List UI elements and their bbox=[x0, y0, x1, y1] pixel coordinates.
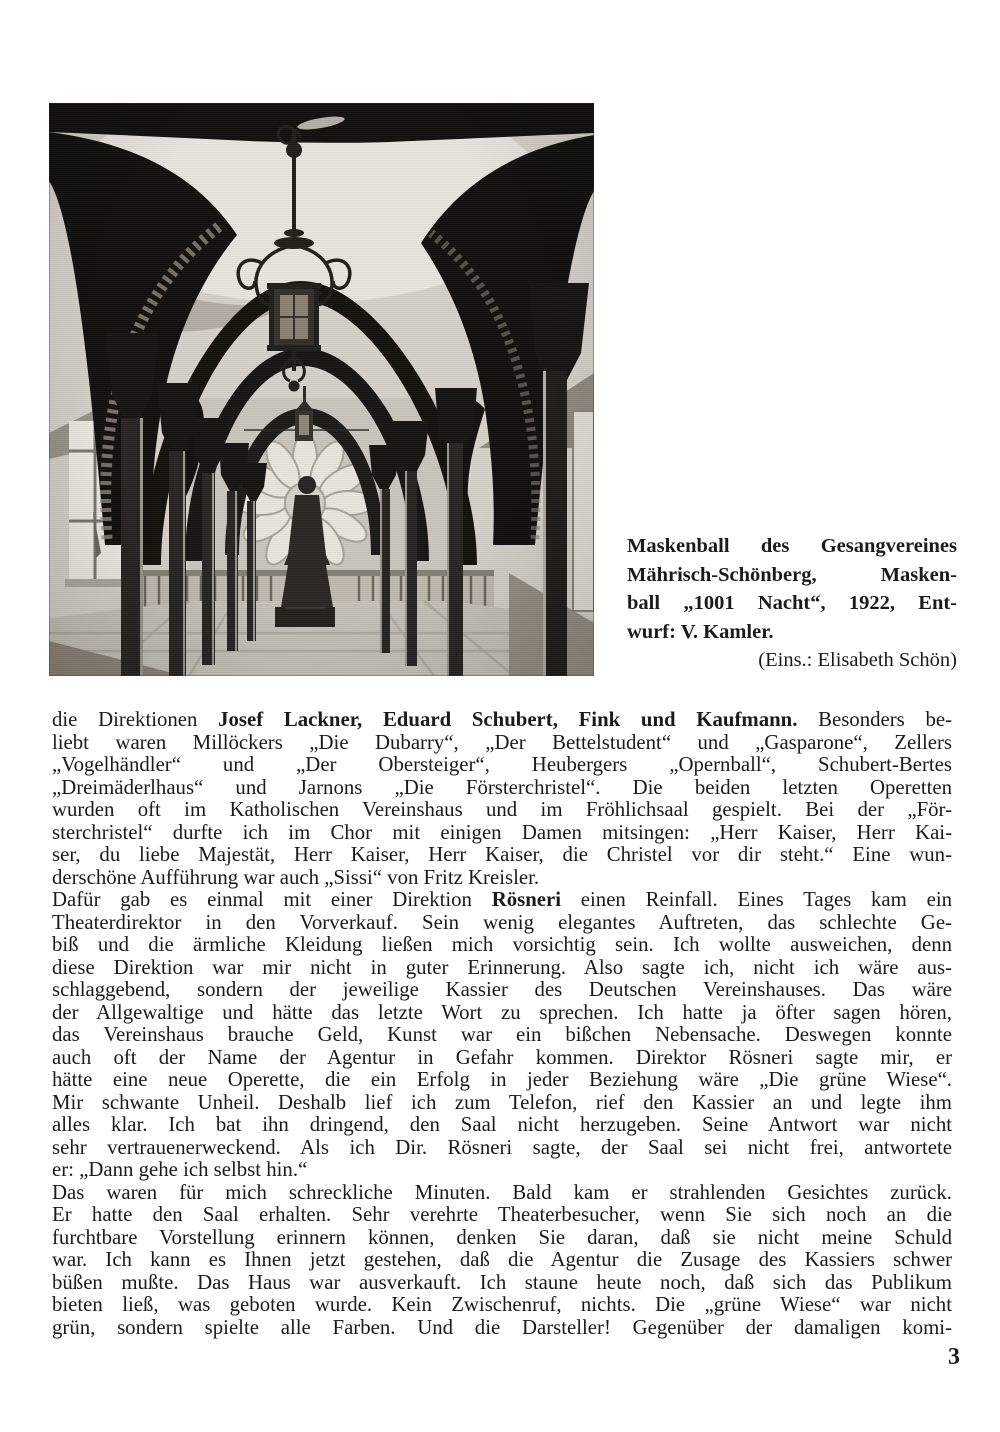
text-line: hätte eine neue Operette, die ein Erfolg in jeder Beziehung wäre „Die grüne Wiese“. bbox=[52, 1068, 952, 1091]
text-line: Er hatte den Saal erhalten. Sehr verehrte Theaterbesucher, wenn Sie sich noch an die bbox=[52, 1203, 952, 1226]
text-line: schlaggebend, sondern der jeweilige Kassier des Deutschen Vereinshauses. Das wäre bbox=[52, 978, 952, 1001]
paragraph bbox=[52, 1182, 952, 1340]
body-text bbox=[52, 709, 952, 1339]
text-line: ser, du liebe Majestät, Herr Kaiser, Herr Kaiser, die Christel vor dir steht.“ Eine wun- bbox=[52, 843, 952, 866]
text-line: Dafür gab es einmal mit einer Direktion Rösneri einen Reinfall. Eines Tages kam ein bbox=[52, 888, 953, 911]
text-line: bieten ließ, was geboten wurde. Kein Zwischenruf, nichts. Die „grüne Wiese“ war nicht bbox=[52, 1293, 952, 1316]
paragraph bbox=[52, 709, 952, 889]
text-line: Das waren für mich schreckliche Minuten. Bald kam er strahlenden Gesichtes zurück. bbox=[52, 1180, 952, 1204]
text-line: „Dreimäderlhaus“ und Jarnons „Die Försterchristel“. Die beiden letzten Operetten bbox=[52, 775, 952, 799]
page-number: 3 bbox=[948, 1344, 960, 1370]
text-line: der Allgewaltige und hätte das letzte Wort zu sprechen. Ich hatte ja öfter sagen hören, bbox=[52, 1000, 952, 1024]
text-line: war. Ich kann es Ihnen jetzt gestehen, daß die Agentur die Zusage des Kassiers schwer bbox=[52, 1248, 952, 1271]
text-line: liebt waren Millöckers „Die Dubarry“, „Der Bettelstudent“ und „Gasparone“, Zellers bbox=[52, 730, 952, 754]
text-line: die Direktionen Josef Lackner, Eduard Schubert, Fink und Kaufmann. Besonders be- bbox=[52, 708, 952, 731]
paragraph bbox=[52, 889, 952, 1182]
text-line: büßen mußte. Das Haus war ausverkauft. Ich staune heute noch, daß sich das Publikum bbox=[52, 1270, 952, 1294]
text-line: sterchristel“ durfte ich im Chor mit einigen Damen mitsingen: „Herr Kaiser, Herr Kai- bbox=[52, 820, 952, 844]
caption-credit: (Eins.: Elisabeth Schön) bbox=[758, 649, 957, 671]
text-line: wurden oft im Katholischen Vereinshaus und im Fröhlichsaal gespielt. Bei der „För- bbox=[52, 798, 952, 821]
text-line: alles klar. Ich bat ihn dringend, den Saal nicht herzugeben. Seine Antwort war nicht bbox=[52, 1113, 952, 1136]
text-line: sehr vertrauenerweckend. Als ich Dir. Rösneri sagte, der Saal sei nicht frei, antwortete bbox=[52, 1135, 952, 1159]
text-line: „Vogelhändler“ und „Der Obersteiger“, Heubergers „Opernball“, Schubert-Bertes bbox=[52, 753, 952, 776]
caption-line: Maskenball des Gesangvereines bbox=[627, 535, 957, 557]
photo-caption bbox=[627, 532, 957, 675]
text-line: biß und die ärmliche Kleidung ließen mich vorsichtig sein. Ich wollte ausweichen, denn bbox=[52, 933, 952, 956]
text-line: er: „Dann gehe ich selbst hin.“ bbox=[52, 1158, 308, 1181]
text-line: furchtbare Vorstellung erinnern können, denken Sie daran, daß sie nicht meine Schuld bbox=[52, 1225, 952, 1249]
caption-line: wurf: V. Kamler. bbox=[627, 620, 774, 643]
caption-line: Mährisch-Schönberg, Masken- bbox=[627, 563, 957, 586]
text-line: derschöne Aufführung war auch „Sissi“ von Fritz Kreisler. bbox=[52, 865, 540, 889]
ballroom-photo-illustration bbox=[49, 103, 594, 676]
caption-line: ball „1001 Nacht“, 1922, Ent- bbox=[627, 592, 957, 614]
text-line: Mir schwante Unheil. Deshalb lief ich zum Telefon, rief den Kassier an und legte ihm bbox=[52, 1090, 952, 1114]
text-line: grün, sondern spielte alle Farben. Und die Darsteller! Gegenüber der damaligen komi- bbox=[52, 1315, 952, 1339]
text-line: auch oft der Name der Agentur in Gefahr kommen. Direktor Rösneri sagte mir, er bbox=[52, 1045, 952, 1069]
text-line: das Vereinshaus brauche Geld, Kunst war ein bißchen Nebensache. Deswegen konnte bbox=[52, 1023, 952, 1046]
ballroom-photo bbox=[49, 103, 594, 676]
text-line: diese Direktion war mir nicht in guter Erinnerung. Also sagte ich, nicht ich wäre aus- bbox=[52, 955, 952, 979]
text-line: Theaterdirektor in den Vorverkauf. Sein wenig elegantes Auftreten, das schlechte Ge- bbox=[52, 910, 952, 934]
